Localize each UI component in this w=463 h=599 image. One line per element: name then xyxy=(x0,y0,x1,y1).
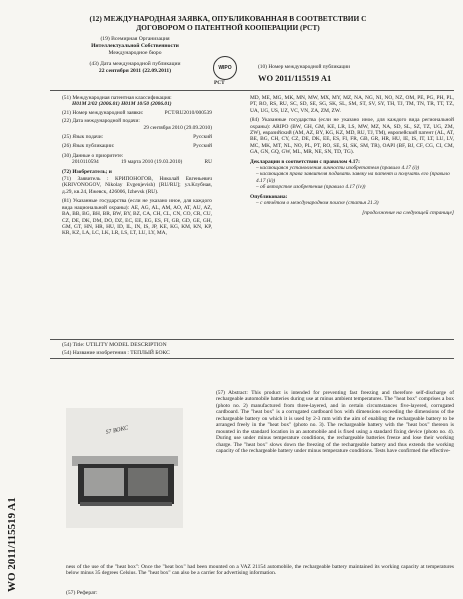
side-number-text: WO 2011/115519 A1 xyxy=(6,497,18,592)
field-84-regional: (84) Указанные государства (если не указано иное, для каждого вида региональной охраны): ARIPO (BW, GH, GM, KE, LR, LS, MW, MZ, NA, SD, SL, SZ, TZ, UG, ZM, ZW), евразийский (AM, AZ, BY, KG, KZ, MD, RU, TJ, TM), европейский патент (AL, AT, BE, BG, CH, CY, CZ, DE, DK, EE, ES, FI, FR, GB, GR, HR, HU, IE, IS, IT, LT, LU, LV, MC, MK, MT, NL, NO, PL, PT, RO, SE, SI, SK, SM, TR), OAPI (BF, BJ, CF, CG, CI, CM, GA, GN, GQ, GW, ML, MR, NE, SN, TD, TG). xyxy=(250,117,454,156)
abstract-tail: ness of the use of the "heat box": Once the "heat box" had been mounted on a VAZ 21154 automobile, the rechargeable battery maintained its working capacity at temperatures below minus 35 degrees Celsius. The "heat box" can also be a carrier for advertising information. xyxy=(66,564,454,577)
pct-label: PCT xyxy=(214,80,225,86)
title-divider-bottom xyxy=(50,358,454,359)
document-heading xyxy=(58,14,398,32)
field-71-applicant: (71) Заявитель : КРИПОНОГОВ, Николай Евгеньевич (KRIVONOGOV, Nikolay Evgenjevish) [RU/RU]; ул.Клубная, д.29, кв.24, Ижевск, 426006, Izhevsk (RU). xyxy=(62,176,212,195)
field-30-label: (30) Данные о приоритете: xyxy=(62,152,124,159)
states-continued: MD, ME, MG, MK, MN, MW, MX, MY, MZ, NA, NG, NI, NO, NZ, OM, PE, PG, PH, PL, PT, RO, RS, RU, SC, SD, SE, SG, SK, SL, SM, ST, SV, SY, TH, TJ, TM, TN, TR, TT, TZ, UA, UG, US, UZ, VC, VN, ZA, ZM, ZW. xyxy=(250,95,454,114)
priority-country: RU xyxy=(204,159,212,166)
field-25-value: Русский xyxy=(193,134,212,141)
referat-label: (57) Реферат: xyxy=(66,590,98,596)
org-name: Интеллектуальной Собственности xyxy=(91,42,179,49)
bibliographic-left-column xyxy=(62,95,212,237)
box-base xyxy=(80,502,172,506)
heading-line-1: (12) МЕЖДУНАРОДНАЯ ЗАЯВКА, ОПУБЛИКОВАННАЯ В СООТВЕТСТВИИ С xyxy=(89,14,367,23)
published-label: Опубликована: xyxy=(250,193,288,200)
title-en: (54) Title: UTILITY MODEL DESCRIPTION xyxy=(62,342,167,348)
field-25-label: (25) Язык подачи: xyxy=(62,134,104,141)
field-25 xyxy=(62,134,212,140)
pub-date: 22 сентября 2011 (22.09.2011) xyxy=(98,68,172,74)
box-left-panel xyxy=(84,468,124,496)
side-publication-number xyxy=(4,440,18,595)
field-26 xyxy=(62,143,212,149)
publication-number: WO 2011/115519 A1 xyxy=(258,73,332,83)
pub-date-label: (43) Дата международной публикации xyxy=(89,61,181,67)
declaration-2: – касающаяся права заявителя подавать заявку на патент и получать его (правило 4.17 (ii)) xyxy=(256,171,450,184)
header-divider xyxy=(50,90,454,91)
field-21 xyxy=(62,110,212,116)
pubno-label: (10) Номер международной публикации xyxy=(258,64,350,70)
figure-handwriting: 57 ВОКС xyxy=(105,425,129,436)
field-22-value: 29 сентября 2010 (29.09.2010) xyxy=(143,124,212,131)
field-30-row xyxy=(62,159,212,165)
field-51-value: H01M 2/02 (2006.01) H01M 10/50 (2006.01) xyxy=(72,101,172,108)
pub-date-block xyxy=(60,61,210,75)
title-divider-top xyxy=(50,339,454,340)
declaration-3: – об авторстве изобретения (правило 4.17 (iv)) xyxy=(256,184,366,191)
wipo-org-block xyxy=(60,36,210,56)
heat-box-photo xyxy=(66,408,183,528)
org-number: (19) Всемирная Организация xyxy=(100,36,170,42)
org-bureau: Международное бюро xyxy=(108,49,162,56)
field-81-states: (81) Указанные государства (если не указано иное, для каждого вида национальной охраны): AE, AG, AL, AM, AO, AT, AU, AZ, BA, BB, BG, BH, BR, BW, BY, BZ, CA, CH, CL, CN, CO, CR, CU, CZ, DE, DK, DM, DO, DZ, EC, EE, EG, ES, FI, GB, GD, GE, GH, GM, GT, HN, HR, HU, ID, IL, IN, IS, JP, KE, KG, KM, KN, KP, KR, KZ, LA, LC, LK, LR, LS, LT, LU, LY, MA, xyxy=(62,198,212,237)
declaration-1: – касающаяся установления личности изобретателя (правило 4.17 (i)) xyxy=(256,165,420,172)
field-26-value: Русский xyxy=(193,143,212,150)
abstract-text: (57) Abstract: This product is intended for preventing fast freezing and therefore self-discharge of rechargeable automobile batteries during use at minus ambient temperatures. The "heat box" comprises a box (photo no. 2) manufactured from three-layered, and in certain circumstances five-layered, corrugated cardboard. The "heat box" is a corrugated cardboard box with dimensions exceeding the dimensions of the rechargeable battery on which it is used by 2-3 mm with the aim of enabling the rechargeable battery to be arranged freely in the "heat box" (photo no. 3). The rechargeable battery with the "heat box" thereon is mounted in the standard location in an automobile and is fixed using a standard fixing device (photo no. 4). During use under minus temperature conditions, the rechargeable batteries freeze and lose their working charge. The "heat box" slows down the freezing of the rechargeable battery and thus extends the working capacity of the rechargeable battery under minus temperature conditions. Tests have confirmed the effective- xyxy=(216,390,454,455)
field-22-label: (22) Дата международной подачи: xyxy=(62,118,140,125)
box-right-panel xyxy=(128,468,168,496)
title-ru: (54) Название изобретения : ТЕПЛЫЙ БОКС xyxy=(62,350,170,356)
field-21-value: PCT/RU2010/000539 xyxy=(164,109,212,116)
bibliographic-right-column xyxy=(250,95,454,216)
wipo-logo-icon: WIPO xyxy=(213,56,237,80)
published-with-report: – с отчётом о международном поиске (статья 21.3) xyxy=(256,200,379,207)
field-72-label: (72) Изобретатель; и xyxy=(62,168,112,175)
priority-date: 19 марта 2010 (19.03.2010) xyxy=(120,159,183,166)
field-51-label: (51) Международная патентная классификация: xyxy=(62,95,172,101)
heat-box-figure xyxy=(66,408,183,528)
field-26-label: (26) Язык публикации: xyxy=(62,143,115,150)
priority-number: 2010110594 xyxy=(72,159,99,166)
heading-line-2: ДОГОВОРОМ О ПАТЕНТНОЙ КООПЕРАЦИИ (PCT) xyxy=(136,23,320,32)
continued-note: [продолжение на следующей странице] xyxy=(362,209,454,216)
field-21-label: (21) Номер международной заявки: xyxy=(62,109,144,116)
declarations-label: Декларации в соответствии с правилом 4.17: xyxy=(250,158,360,165)
